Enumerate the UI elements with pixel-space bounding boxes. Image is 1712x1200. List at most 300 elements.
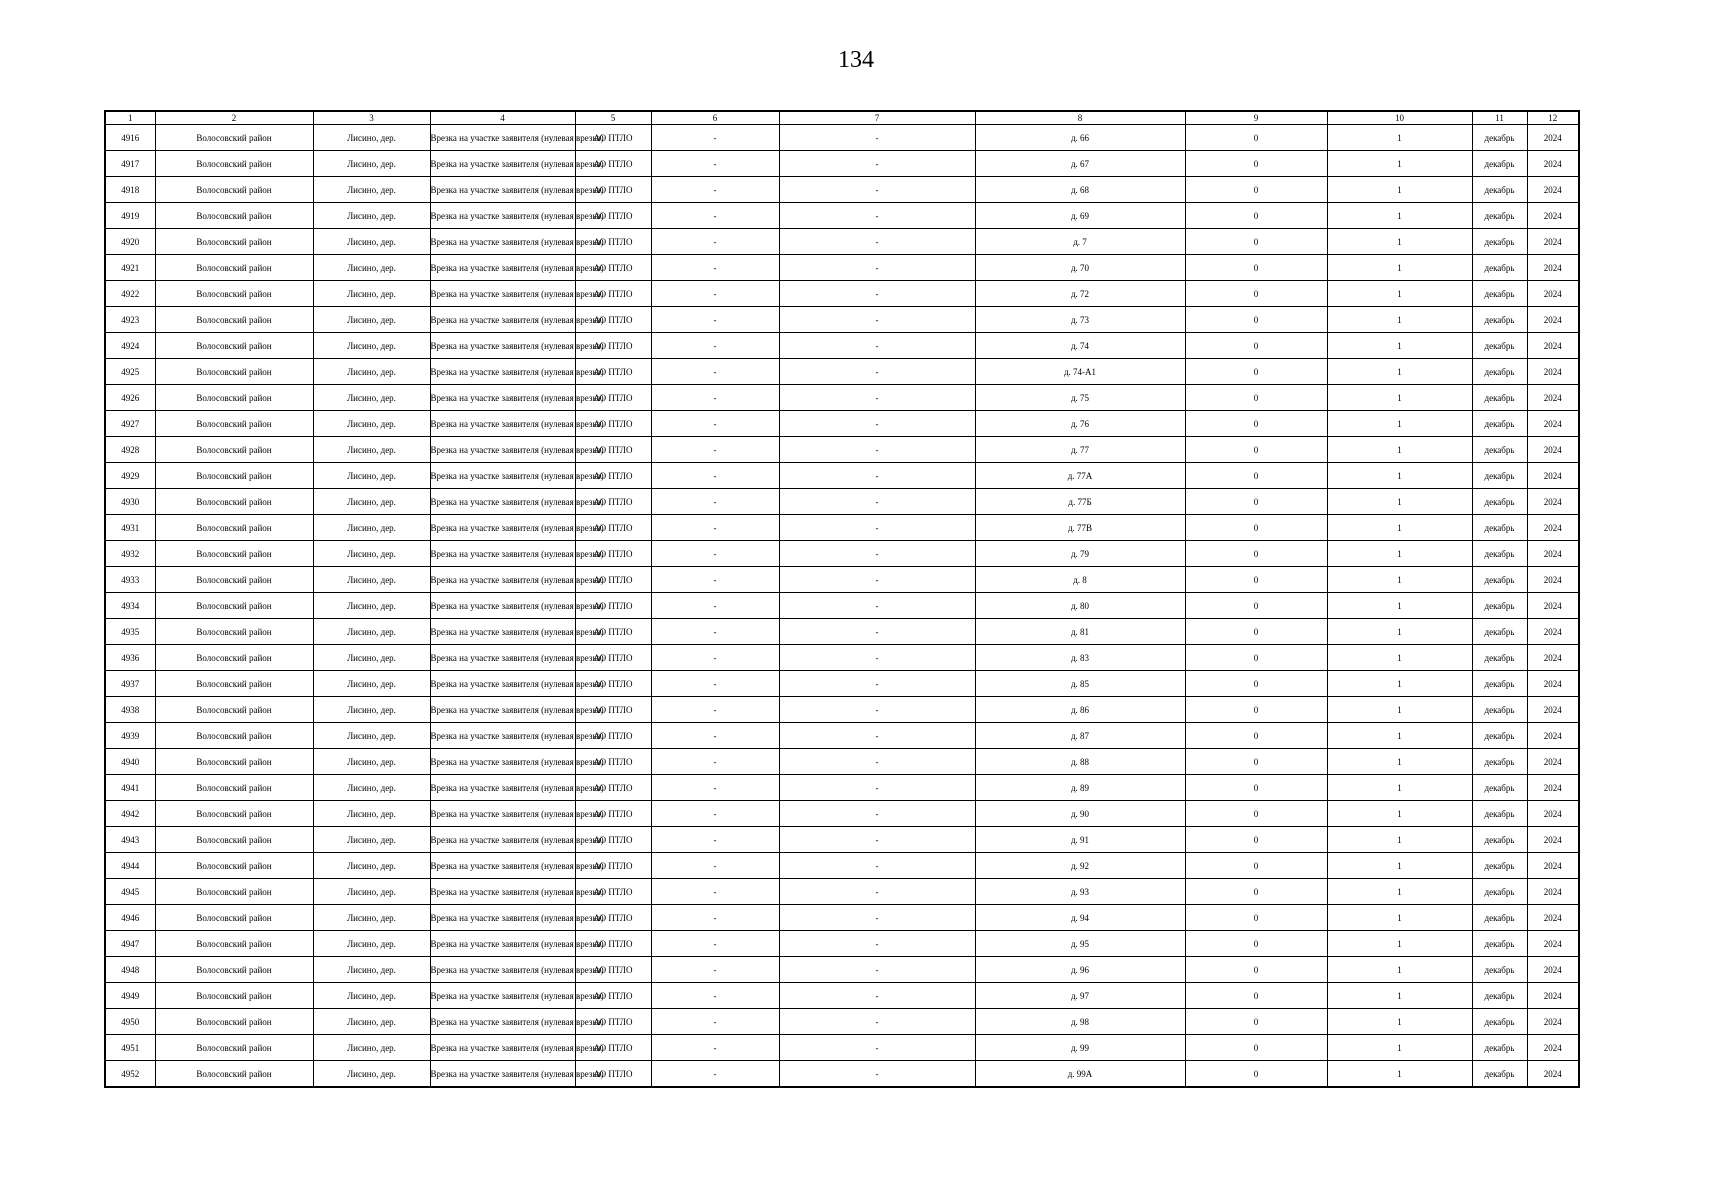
cell-value-10: 1	[1327, 281, 1472, 307]
cell-record-number: 4929	[105, 463, 155, 489]
cell-house-address: д. 77	[975, 437, 1185, 463]
cell-value-10: 1	[1327, 593, 1472, 619]
cell-record-number: 4926	[105, 385, 155, 411]
cell-month: декабрь	[1472, 1035, 1527, 1061]
cell-settlement: Лисино, дер.	[313, 879, 430, 905]
cell-value-10: 1	[1327, 255, 1472, 281]
cell-year: 2024	[1527, 1061, 1579, 1088]
cell-settlement: Лисино, дер.	[313, 411, 430, 437]
cell-month: декабрь	[1472, 957, 1527, 983]
cell-year: 2024	[1527, 775, 1579, 801]
cell-organization: АО ПТЛО	[575, 541, 651, 567]
cell-col-6: -	[651, 697, 779, 723]
cell-organization: АО ПТЛО	[575, 775, 651, 801]
cell-year: 2024	[1527, 385, 1579, 411]
cell-settlement: Лисино, дер.	[313, 385, 430, 411]
cell-connection-type: Врезка на участке заявителя (нулевая врезка)	[430, 775, 575, 801]
cell-value-9: 0	[1185, 775, 1327, 801]
cell-connection-type: Врезка на участке заявителя (нулевая врезка)	[430, 905, 575, 931]
cell-connection-type: Врезка на участке заявителя (нулевая врезка)	[430, 333, 575, 359]
cell-record-number: 4922	[105, 281, 155, 307]
cell-value-9: 0	[1185, 359, 1327, 385]
cell-col-7: -	[779, 515, 975, 541]
cell-settlement: Лисино, дер.	[313, 645, 430, 671]
cell-settlement: Лисино, дер.	[313, 359, 430, 385]
cell-district: Волосовский район	[155, 255, 313, 281]
cell-col-6: -	[651, 775, 779, 801]
cell-connection-type: Врезка на участке заявителя (нулевая врезка)	[430, 125, 575, 151]
cell-house-address: д. 66	[975, 125, 1185, 151]
cell-settlement: Лисино, дер.	[313, 1061, 430, 1088]
cell-value-10: 1	[1327, 1009, 1472, 1035]
cell-col-7: -	[779, 983, 975, 1009]
cell-month: декабрь	[1472, 671, 1527, 697]
table-row	[105, 853, 1579, 879]
cell-col-6: -	[651, 853, 779, 879]
cell-district: Волосовский район	[155, 775, 313, 801]
cell-month: декабрь	[1472, 697, 1527, 723]
cell-settlement: Лисино, дер.	[313, 619, 430, 645]
column-header-8: 8	[975, 111, 1185, 125]
cell-settlement: Лисино, дер.	[313, 671, 430, 697]
cell-col-6: -	[651, 281, 779, 307]
cell-year: 2024	[1527, 229, 1579, 255]
cell-month: декабрь	[1472, 489, 1527, 515]
cell-month: декабрь	[1472, 541, 1527, 567]
cell-value-9: 0	[1185, 333, 1327, 359]
cell-col-6: -	[651, 593, 779, 619]
cell-record-number: 4923	[105, 307, 155, 333]
cell-value-9: 0	[1185, 463, 1327, 489]
cell-month: декабрь	[1472, 931, 1527, 957]
cell-district: Волосовский район	[155, 307, 313, 333]
cell-organization: АО ПТЛО	[575, 307, 651, 333]
table-row	[105, 411, 1579, 437]
registry-table	[104, 110, 1580, 1088]
cell-district: Волосовский район	[155, 749, 313, 775]
cell-district: Волосовский район	[155, 1035, 313, 1061]
cell-value-10: 1	[1327, 515, 1472, 541]
cell-house-address: д. 70	[975, 255, 1185, 281]
cell-district: Волосовский район	[155, 203, 313, 229]
cell-col-6: -	[651, 229, 779, 255]
cell-record-number: 4938	[105, 697, 155, 723]
cell-value-10: 1	[1327, 151, 1472, 177]
cell-record-number: 4931	[105, 515, 155, 541]
cell-district: Волосовский район	[155, 515, 313, 541]
cell-col-6: -	[651, 1061, 779, 1088]
cell-value-9: 0	[1185, 385, 1327, 411]
cell-col-7: -	[779, 437, 975, 463]
cell-value-10: 1	[1327, 879, 1472, 905]
cell-col-6: -	[651, 125, 779, 151]
cell-house-address: д. 94	[975, 905, 1185, 931]
cell-year: 2024	[1527, 749, 1579, 775]
cell-year: 2024	[1527, 255, 1579, 281]
cell-organization: АО ПТЛО	[575, 983, 651, 1009]
cell-col-7: -	[779, 697, 975, 723]
cell-district: Волосовский район	[155, 125, 313, 151]
cell-settlement: Лисино, дер.	[313, 593, 430, 619]
cell-record-number: 4919	[105, 203, 155, 229]
cell-month: декабрь	[1472, 515, 1527, 541]
cell-organization: АО ПТЛО	[575, 411, 651, 437]
cell-col-7: -	[779, 489, 975, 515]
cell-col-7: -	[779, 827, 975, 853]
table-row	[105, 255, 1579, 281]
cell-organization: АО ПТЛО	[575, 905, 651, 931]
cell-col-7: -	[779, 853, 975, 879]
cell-settlement: Лисино, дер.	[313, 463, 430, 489]
cell-col-7: -	[779, 255, 975, 281]
cell-connection-type: Врезка на участке заявителя (нулевая врезка)	[430, 255, 575, 281]
cell-record-number: 4918	[105, 177, 155, 203]
cell-settlement: Лисино, дер.	[313, 827, 430, 853]
cell-record-number: 4927	[105, 411, 155, 437]
cell-col-7: -	[779, 775, 975, 801]
cell-value-9: 0	[1185, 853, 1327, 879]
cell-house-address: д. 74-А1	[975, 359, 1185, 385]
cell-col-7: -	[779, 905, 975, 931]
cell-connection-type: Врезка на участке заявителя (нулевая врезка)	[430, 593, 575, 619]
cell-month: декабрь	[1472, 463, 1527, 489]
cell-settlement: Лисино, дер.	[313, 255, 430, 281]
cell-record-number: 4936	[105, 645, 155, 671]
cell-year: 2024	[1527, 541, 1579, 567]
cell-settlement: Лисино, дер.	[313, 229, 430, 255]
cell-col-7: -	[779, 957, 975, 983]
cell-record-number: 4949	[105, 983, 155, 1009]
cell-value-10: 1	[1327, 671, 1472, 697]
table-row	[105, 749, 1579, 775]
cell-value-10: 1	[1327, 905, 1472, 931]
cell-connection-type: Врезка на участке заявителя (нулевая врезка)	[430, 801, 575, 827]
cell-col-7: -	[779, 281, 975, 307]
table-row	[105, 281, 1579, 307]
column-header-2: 2	[155, 111, 313, 125]
table-row	[105, 645, 1579, 671]
cell-connection-type: Врезка на участке заявителя (нулевая врезка)	[430, 671, 575, 697]
cell-value-10: 1	[1327, 853, 1472, 879]
cell-organization: АО ПТЛО	[575, 879, 651, 905]
cell-col-7: -	[779, 333, 975, 359]
cell-house-address: д. 88	[975, 749, 1185, 775]
cell-value-9: 0	[1185, 1035, 1327, 1061]
cell-house-address: д. 72	[975, 281, 1185, 307]
cell-month: декабрь	[1472, 307, 1527, 333]
table-row	[105, 203, 1579, 229]
cell-house-address: д. 77А	[975, 463, 1185, 489]
cell-organization: АО ПТЛО	[575, 1009, 651, 1035]
cell-col-6: -	[651, 983, 779, 1009]
cell-value-9: 0	[1185, 801, 1327, 827]
cell-col-7: -	[779, 151, 975, 177]
cell-organization: АО ПТЛО	[575, 671, 651, 697]
cell-house-address: д. 85	[975, 671, 1185, 697]
cell-district: Волосовский район	[155, 619, 313, 645]
cell-house-address: д. 97	[975, 983, 1185, 1009]
cell-year: 2024	[1527, 463, 1579, 489]
cell-organization: АО ПТЛО	[575, 333, 651, 359]
cell-year: 2024	[1527, 125, 1579, 151]
cell-year: 2024	[1527, 307, 1579, 333]
cell-col-6: -	[651, 359, 779, 385]
cell-col-6: -	[651, 567, 779, 593]
cell-organization: АО ПТЛО	[575, 957, 651, 983]
table-row	[105, 723, 1579, 749]
cell-district: Волосовский район	[155, 385, 313, 411]
cell-month: декабрь	[1472, 775, 1527, 801]
cell-col-7: -	[779, 1009, 975, 1035]
cell-house-address: д. 89	[975, 775, 1185, 801]
column-header-1: 1	[105, 111, 155, 125]
cell-record-number: 4943	[105, 827, 155, 853]
cell-district: Волосовский район	[155, 541, 313, 567]
cell-settlement: Лисино, дер.	[313, 1035, 430, 1061]
cell-value-9: 0	[1185, 307, 1327, 333]
table-row	[105, 1061, 1579, 1088]
cell-value-10: 1	[1327, 359, 1472, 385]
cell-month: декабрь	[1472, 983, 1527, 1009]
cell-value-10: 1	[1327, 1061, 1472, 1088]
cell-connection-type: Врезка на участке заявителя (нулевая врезка)	[430, 229, 575, 255]
cell-connection-type: Врезка на участке заявителя (нулевая врезка)	[430, 853, 575, 879]
cell-connection-type: Врезка на участке заявителя (нулевая врезка)	[430, 697, 575, 723]
table-row	[105, 567, 1579, 593]
cell-col-6: -	[651, 645, 779, 671]
cell-district: Волосовский район	[155, 333, 313, 359]
cell-value-10: 1	[1327, 567, 1472, 593]
cell-value-9: 0	[1185, 723, 1327, 749]
cell-value-9: 0	[1185, 229, 1327, 255]
cell-month: декабрь	[1472, 177, 1527, 203]
cell-col-7: -	[779, 411, 975, 437]
cell-col-6: -	[651, 749, 779, 775]
table-row	[105, 307, 1579, 333]
cell-record-number: 4950	[105, 1009, 155, 1035]
cell-organization: АО ПТЛО	[575, 567, 651, 593]
cell-value-10: 1	[1327, 385, 1472, 411]
cell-district: Волосовский район	[155, 1009, 313, 1035]
cell-col-7: -	[779, 1061, 975, 1088]
cell-month: декабрь	[1472, 905, 1527, 931]
table-row	[105, 359, 1579, 385]
cell-month: декабрь	[1472, 333, 1527, 359]
cell-year: 2024	[1527, 619, 1579, 645]
cell-district: Волосовский район	[155, 671, 313, 697]
cell-col-6: -	[651, 879, 779, 905]
cell-month: декабрь	[1472, 853, 1527, 879]
cell-year: 2024	[1527, 879, 1579, 905]
cell-district: Волосовский район	[155, 463, 313, 489]
cell-record-number: 4925	[105, 359, 155, 385]
cell-value-9: 0	[1185, 541, 1327, 567]
column-header-9: 9	[1185, 111, 1327, 125]
cell-value-9: 0	[1185, 983, 1327, 1009]
cell-connection-type: Врезка на участке заявителя (нулевая врезка)	[430, 645, 575, 671]
cell-value-10: 1	[1327, 697, 1472, 723]
cell-value-9: 0	[1185, 905, 1327, 931]
cell-value-9: 0	[1185, 151, 1327, 177]
cell-year: 2024	[1527, 411, 1579, 437]
cell-col-7: -	[779, 801, 975, 827]
cell-district: Волосовский район	[155, 151, 313, 177]
column-header-12: 12	[1527, 111, 1579, 125]
cell-value-9: 0	[1185, 125, 1327, 151]
cell-col-7: -	[779, 359, 975, 385]
cell-house-address: д. 86	[975, 697, 1185, 723]
cell-month: декабрь	[1472, 203, 1527, 229]
cell-settlement: Лисино, дер.	[313, 177, 430, 203]
cell-month: декабрь	[1472, 281, 1527, 307]
cell-settlement: Лисино, дер.	[313, 749, 430, 775]
cell-connection-type: Врезка на участке заявителя (нулевая врезка)	[430, 489, 575, 515]
column-header-11: 11	[1472, 111, 1527, 125]
cell-month: декабрь	[1472, 151, 1527, 177]
cell-month: декабрь	[1472, 879, 1527, 905]
cell-house-address: д. 83	[975, 645, 1185, 671]
cell-value-10: 1	[1327, 437, 1472, 463]
cell-year: 2024	[1527, 151, 1579, 177]
cell-month: декабрь	[1472, 229, 1527, 255]
cell-settlement: Лисино, дер.	[313, 489, 430, 515]
cell-year: 2024	[1527, 203, 1579, 229]
table-row	[105, 931, 1579, 957]
cell-year: 2024	[1527, 801, 1579, 827]
cell-col-6: -	[651, 723, 779, 749]
cell-connection-type: Врезка на участке заявителя (нулевая врезка)	[430, 281, 575, 307]
cell-district: Волосовский район	[155, 957, 313, 983]
cell-house-address: д. 87	[975, 723, 1185, 749]
cell-record-number: 4924	[105, 333, 155, 359]
cell-year: 2024	[1527, 567, 1579, 593]
cell-district: Волосовский район	[155, 437, 313, 463]
cell-value-10: 1	[1327, 489, 1472, 515]
cell-value-9: 0	[1185, 1061, 1327, 1088]
cell-month: декабрь	[1472, 1061, 1527, 1088]
cell-col-7: -	[779, 619, 975, 645]
cell-settlement: Лисино, дер.	[313, 333, 430, 359]
table-row	[105, 541, 1579, 567]
cell-district: Волосовский район	[155, 931, 313, 957]
cell-month: декабрь	[1472, 619, 1527, 645]
cell-house-address: д. 67	[975, 151, 1185, 177]
table-row	[105, 957, 1579, 983]
cell-record-number: 4947	[105, 931, 155, 957]
cell-col-6: -	[651, 619, 779, 645]
cell-house-address: д. 92	[975, 853, 1185, 879]
cell-year: 2024	[1527, 645, 1579, 671]
cell-house-address: д. 99	[975, 1035, 1185, 1061]
cell-value-9: 0	[1185, 879, 1327, 905]
cell-value-9: 0	[1185, 567, 1327, 593]
cell-value-10: 1	[1327, 203, 1472, 229]
cell-record-number: 4933	[105, 567, 155, 593]
cell-col-6: -	[651, 1009, 779, 1035]
cell-month: декабрь	[1472, 749, 1527, 775]
cell-settlement: Лисино, дер.	[313, 931, 430, 957]
cell-year: 2024	[1527, 1009, 1579, 1035]
cell-record-number: 4939	[105, 723, 155, 749]
cell-col-7: -	[779, 1035, 975, 1061]
cell-connection-type: Врезка на участке заявителя (нулевая врезка)	[430, 983, 575, 1009]
table-row	[105, 489, 1579, 515]
cell-value-9: 0	[1185, 593, 1327, 619]
cell-organization: АО ПТЛО	[575, 723, 651, 749]
cell-connection-type: Врезка на участке заявителя (нулевая врезка)	[430, 1061, 575, 1088]
cell-value-10: 1	[1327, 775, 1472, 801]
cell-house-address: д. 77Б	[975, 489, 1185, 515]
cell-col-6: -	[651, 515, 779, 541]
cell-district: Волосовский район	[155, 645, 313, 671]
cell-house-address: д. 68	[975, 177, 1185, 203]
cell-organization: АО ПТЛО	[575, 593, 651, 619]
cell-col-7: -	[779, 645, 975, 671]
cell-record-number: 4951	[105, 1035, 155, 1061]
table-row	[105, 983, 1579, 1009]
cell-organization: АО ПТЛО	[575, 281, 651, 307]
cell-col-6: -	[651, 177, 779, 203]
cell-house-address: д. 69	[975, 203, 1185, 229]
page-number: 134	[838, 47, 874, 73]
table-body	[105, 125, 1579, 1088]
cell-value-9: 0	[1185, 203, 1327, 229]
cell-col-6: -	[651, 385, 779, 411]
cell-month: декабрь	[1472, 723, 1527, 749]
cell-organization: АО ПТЛО	[575, 515, 651, 541]
cell-year: 2024	[1527, 437, 1579, 463]
table-row	[105, 801, 1579, 827]
cell-organization: АО ПТЛО	[575, 645, 651, 671]
cell-organization: АО ПТЛО	[575, 203, 651, 229]
cell-year: 2024	[1527, 931, 1579, 957]
cell-col-7: -	[779, 593, 975, 619]
cell-year: 2024	[1527, 853, 1579, 879]
table-row	[105, 333, 1579, 359]
cell-value-9: 0	[1185, 489, 1327, 515]
cell-col-6: -	[651, 1035, 779, 1061]
cell-value-9: 0	[1185, 255, 1327, 281]
cell-year: 2024	[1527, 177, 1579, 203]
cell-connection-type: Врезка на участке заявителя (нулевая врезка)	[430, 359, 575, 385]
cell-organization: АО ПТЛО	[575, 931, 651, 957]
cell-settlement: Лисино, дер.	[313, 515, 430, 541]
cell-record-number: 4946	[105, 905, 155, 931]
cell-organization: АО ПТЛО	[575, 801, 651, 827]
cell-settlement: Лисино, дер.	[313, 437, 430, 463]
table-row	[105, 697, 1579, 723]
cell-col-7: -	[779, 879, 975, 905]
cell-col-7: -	[779, 203, 975, 229]
cell-house-address: д. 96	[975, 957, 1185, 983]
column-header-6: 6	[651, 111, 779, 125]
cell-district: Волосовский район	[155, 879, 313, 905]
cell-house-address: д. 91	[975, 827, 1185, 853]
cell-settlement: Лисино, дер.	[313, 697, 430, 723]
cell-record-number: 4917	[105, 151, 155, 177]
cell-connection-type: Врезка на участке заявителя (нулевая врезка)	[430, 463, 575, 489]
cell-record-number: 4948	[105, 957, 155, 983]
cell-col-7: -	[779, 749, 975, 775]
cell-col-7: -	[779, 177, 975, 203]
cell-house-address: д. 77В	[975, 515, 1185, 541]
cell-col-6: -	[651, 541, 779, 567]
table-row	[105, 879, 1579, 905]
cell-district: Волосовский район	[155, 723, 313, 749]
cell-value-9: 0	[1185, 515, 1327, 541]
cell-record-number: 4944	[105, 853, 155, 879]
cell-col-6: -	[651, 671, 779, 697]
